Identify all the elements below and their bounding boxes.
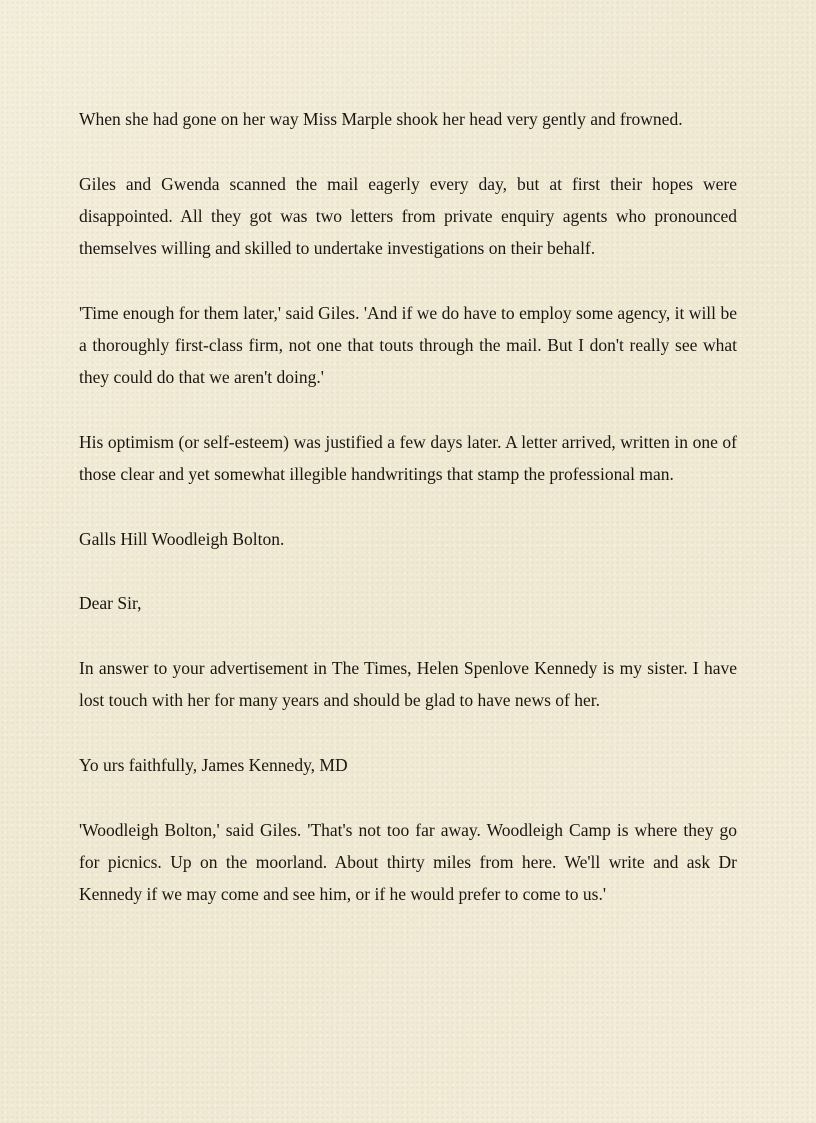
- paragraph-mail-scanned: Giles and Gwenda scanned the mail eagerly every day, but at first their hopes were disappointed. All they got was two letters from private enquiry agents who pronounced themselves willing and skilled to undertake investigations on their behalf.: [79, 173, 737, 259]
- letter-address: Galls Hill Woodleigh Bolton.: [79, 528, 285, 549]
- paragraph-giles-agency: 'Time enough for them later,' said Giles. 'And if we do have to employ some agency, it will be a thoroughly first-class firm, not one that touts through the mail. But I don't really see what they could do that we aren't doing.': [79, 302, 737, 388]
- paragraph-letter-arrived: His optimism (or self-esteem) was justified a few days later. A letter arrived, written in one of those clear and yet somewhat illegible handwritings that stamp the professional man.: [79, 431, 737, 485]
- document-page: [79, 103, 737, 910]
- letter-signature: Yo urs faithfully, James Kennedy, MD: [79, 754, 348, 775]
- letter-body: In answer to your advertisement in The Times, Helen Spenlove Kennedy is my sister. I have lost touch with her for many years and should be glad to have news of her.: [79, 658, 737, 711]
- paragraph-miss-marple-frowned: When she had gone on her way Miss Marple shook her head very gently and frowned.: [79, 109, 683, 129]
- paragraph-woodleigh-bolton: 'Woodleigh Bolton,' said Giles. 'That's not too far away. Woodleigh Camp is where they go for picnics. Up on the moorland. About thirty miles from here. We'll write and ask Dr Kennedy if we may come and see him, or if he would prefer to come to us.': [79, 819, 737, 905]
- letter-salutation: Dear Sir,: [79, 593, 142, 614]
